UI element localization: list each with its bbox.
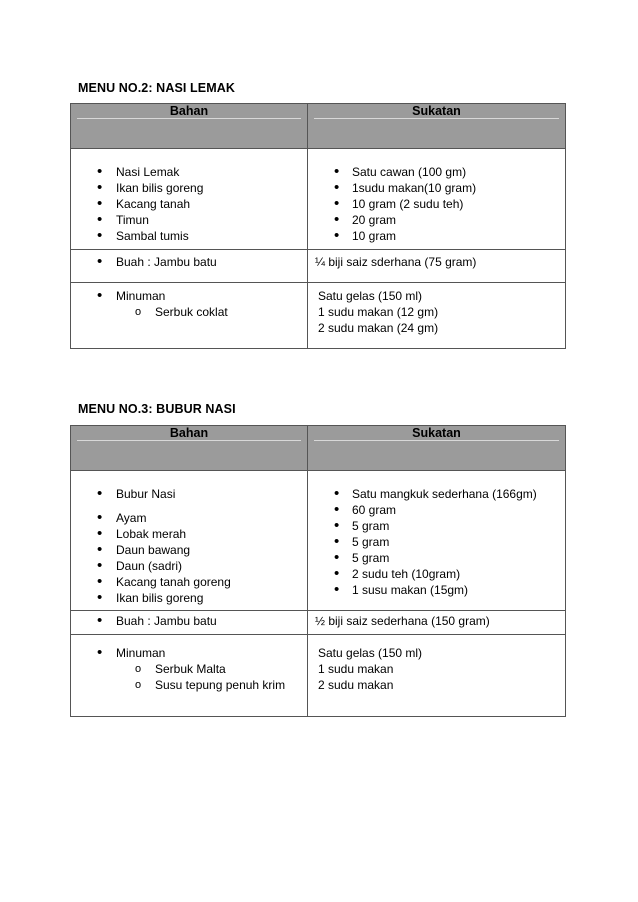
menu3-header-sukatan: Sukatan bbox=[308, 426, 566, 471]
menu2-row1-bahan bbox=[71, 149, 308, 250]
list-item: • Lobak merah bbox=[71, 526, 307, 542]
list-item: • Daun (sadri) bbox=[71, 558, 307, 574]
menu2-row2-sukatan: ¼ biji saiz sderhana (75 gram) bbox=[308, 250, 566, 283]
sub-list-item: o Serbuk coklat bbox=[71, 304, 307, 320]
menu3-header-bahan: Bahan bbox=[71, 426, 308, 471]
list-item: • 2 sudu teh (10gram) bbox=[308, 566, 565, 582]
menu3-row1-bahan bbox=[71, 471, 308, 611]
list-item: • Nasi Lemak bbox=[71, 164, 307, 180]
list-item: • 5 gram bbox=[308, 550, 565, 566]
list-item: • 60 gram bbox=[308, 502, 565, 518]
menu3-table bbox=[70, 425, 566, 717]
list-item: • Ikan bilis goreng bbox=[71, 590, 307, 606]
list-item: • 10 gram (2 sudu teh) bbox=[308, 196, 565, 212]
list-item: • Bubur Nasi bbox=[71, 486, 307, 502]
list-item: • Daun bawang bbox=[71, 542, 307, 558]
list-item: • 10 gram bbox=[308, 228, 565, 244]
menu3-row2-sukatan: ½ biji saiz sederhana (150 gram) bbox=[308, 611, 566, 635]
list-item: • Satu cawan (100 gm) bbox=[308, 164, 565, 180]
menu2-row2-bahan bbox=[71, 250, 308, 283]
list-item: • 5 gram bbox=[308, 534, 565, 550]
list-item: • 1sudu makan(10 gram) bbox=[308, 180, 565, 196]
menu3-row3-sukatan: Satu gelas (150 ml) 1 sudu makan 2 sudu makan bbox=[308, 635, 566, 717]
list-spacer bbox=[71, 502, 307, 510]
menu2-header-bahan: Bahan bbox=[71, 104, 308, 149]
menu2-row1-sukatan bbox=[308, 149, 566, 250]
menu2-heading: MENU NO.2: NASI LEMAK bbox=[78, 81, 235, 95]
list-item: • 5 gram bbox=[308, 518, 565, 534]
menu2-row3-bahan bbox=[71, 283, 308, 349]
list-item: • Buah : Jambu batu bbox=[71, 613, 307, 629]
menu3-row3-bahan bbox=[71, 635, 308, 717]
menu2-header-sukatan: Sukatan bbox=[308, 104, 566, 149]
list-item: • Ayam bbox=[71, 510, 307, 526]
menu2-row3-sukatan: Satu gelas (150 ml) 1 sudu makan (12 gm) 2 sudu makan (24 gm) bbox=[308, 283, 566, 349]
menu3-heading: MENU NO.3: BUBUR NASI bbox=[78, 402, 236, 416]
list-item: • Timun bbox=[71, 212, 307, 228]
list-item: • Minuman bbox=[71, 645, 307, 661]
list-item: • Satu mangkuk sederhana (166gm) bbox=[308, 486, 565, 502]
menu2-table bbox=[70, 103, 566, 349]
menu3-row1-sukatan bbox=[308, 471, 566, 611]
list-item: • Kacang tanah bbox=[71, 196, 307, 212]
list-item: • Kacang tanah goreng bbox=[71, 574, 307, 590]
list-item: • Sambal tumis bbox=[71, 228, 307, 244]
list-item: • Minuman bbox=[71, 288, 307, 304]
list-item: • 20 gram bbox=[308, 212, 565, 228]
list-item: • 1 susu makan (15gm) bbox=[308, 582, 565, 598]
sub-list-item: o Serbuk Malta bbox=[71, 661, 307, 677]
sub-list-item: o Susu tepung penuh krim bbox=[71, 677, 307, 693]
menu3-row2-bahan bbox=[71, 611, 308, 635]
list-item: • Buah : Jambu batu bbox=[71, 254, 307, 270]
list-item: • Ikan bilis goreng bbox=[71, 180, 307, 196]
